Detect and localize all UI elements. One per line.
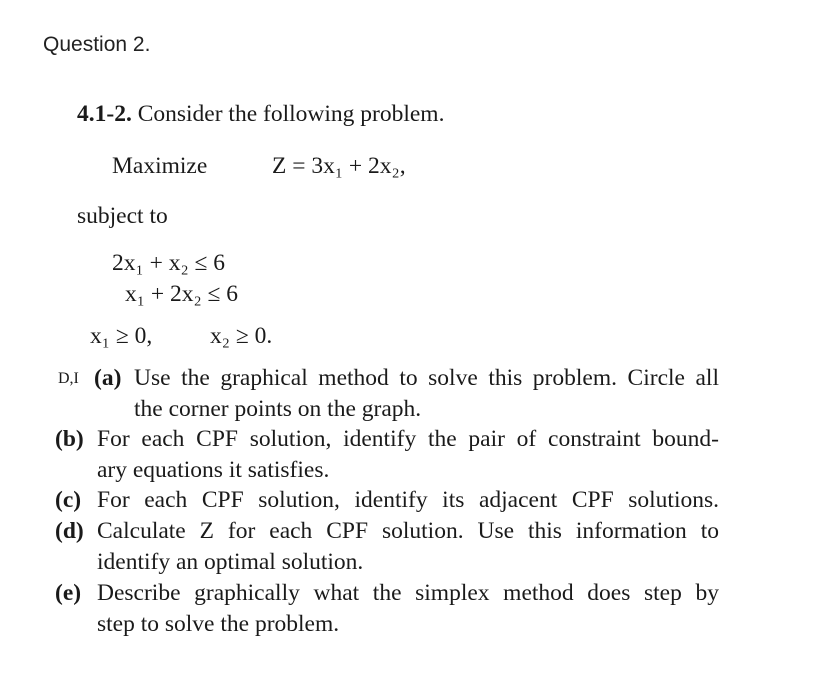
problem-intro: Consider the following problem. bbox=[137, 101, 445, 127]
part-c-label: (c) bbox=[55, 487, 82, 513]
part-d-line-1: Calculate Z for each CPF solution. Use this information to bbox=[97, 518, 719, 544]
part-d-label: (d) bbox=[55, 518, 84, 544]
nonneg-x1: x₁ ≥ 0, bbox=[90, 323, 153, 349]
problem-intro-line bbox=[77, 103, 444, 127]
part-a-label: (a) bbox=[94, 365, 122, 391]
problem-number: 4.1-2. bbox=[77, 101, 132, 127]
constraint-1: 2x₁ + x₂ ≤ 6 bbox=[112, 250, 226, 276]
part-e-line-2: step to solve the problem. bbox=[97, 611, 340, 637]
part-b-label: (b) bbox=[55, 426, 84, 452]
part-c-line-1: For each CPF solution, identify its adjacent CPF solutions. bbox=[97, 487, 719, 513]
part-a-tag: D,I bbox=[58, 370, 79, 387]
part-a-line-2: the corner points on the graph. bbox=[134, 396, 422, 422]
part-b-line-1: For each CPF solution, identify the pair of constraint bound- bbox=[97, 426, 719, 452]
part-a-line-1: Use the graphical method to solve this problem. Circle all bbox=[134, 365, 719, 391]
constraint-2: x₁ + 2x₂ ≤ 6 bbox=[125, 281, 239, 307]
objective-expression bbox=[272, 155, 406, 179]
objective-expr-text: Z = 3x₁ + 2x₂, bbox=[272, 153, 406, 179]
question-heading: Question 2. bbox=[43, 33, 151, 56]
objective-word: Maximize bbox=[112, 153, 208, 179]
subject-to: subject to bbox=[77, 203, 168, 229]
part-e-label: (e) bbox=[55, 580, 82, 606]
part-e-line-1: Describe graphically what the simplex method does step by bbox=[97, 580, 719, 606]
part-b-line-2: ary equations it satisfies. bbox=[97, 457, 330, 483]
nonneg-x2: x₂ ≥ 0. bbox=[210, 323, 273, 349]
part-d-line-2: identify an optimal solution. bbox=[97, 549, 364, 575]
